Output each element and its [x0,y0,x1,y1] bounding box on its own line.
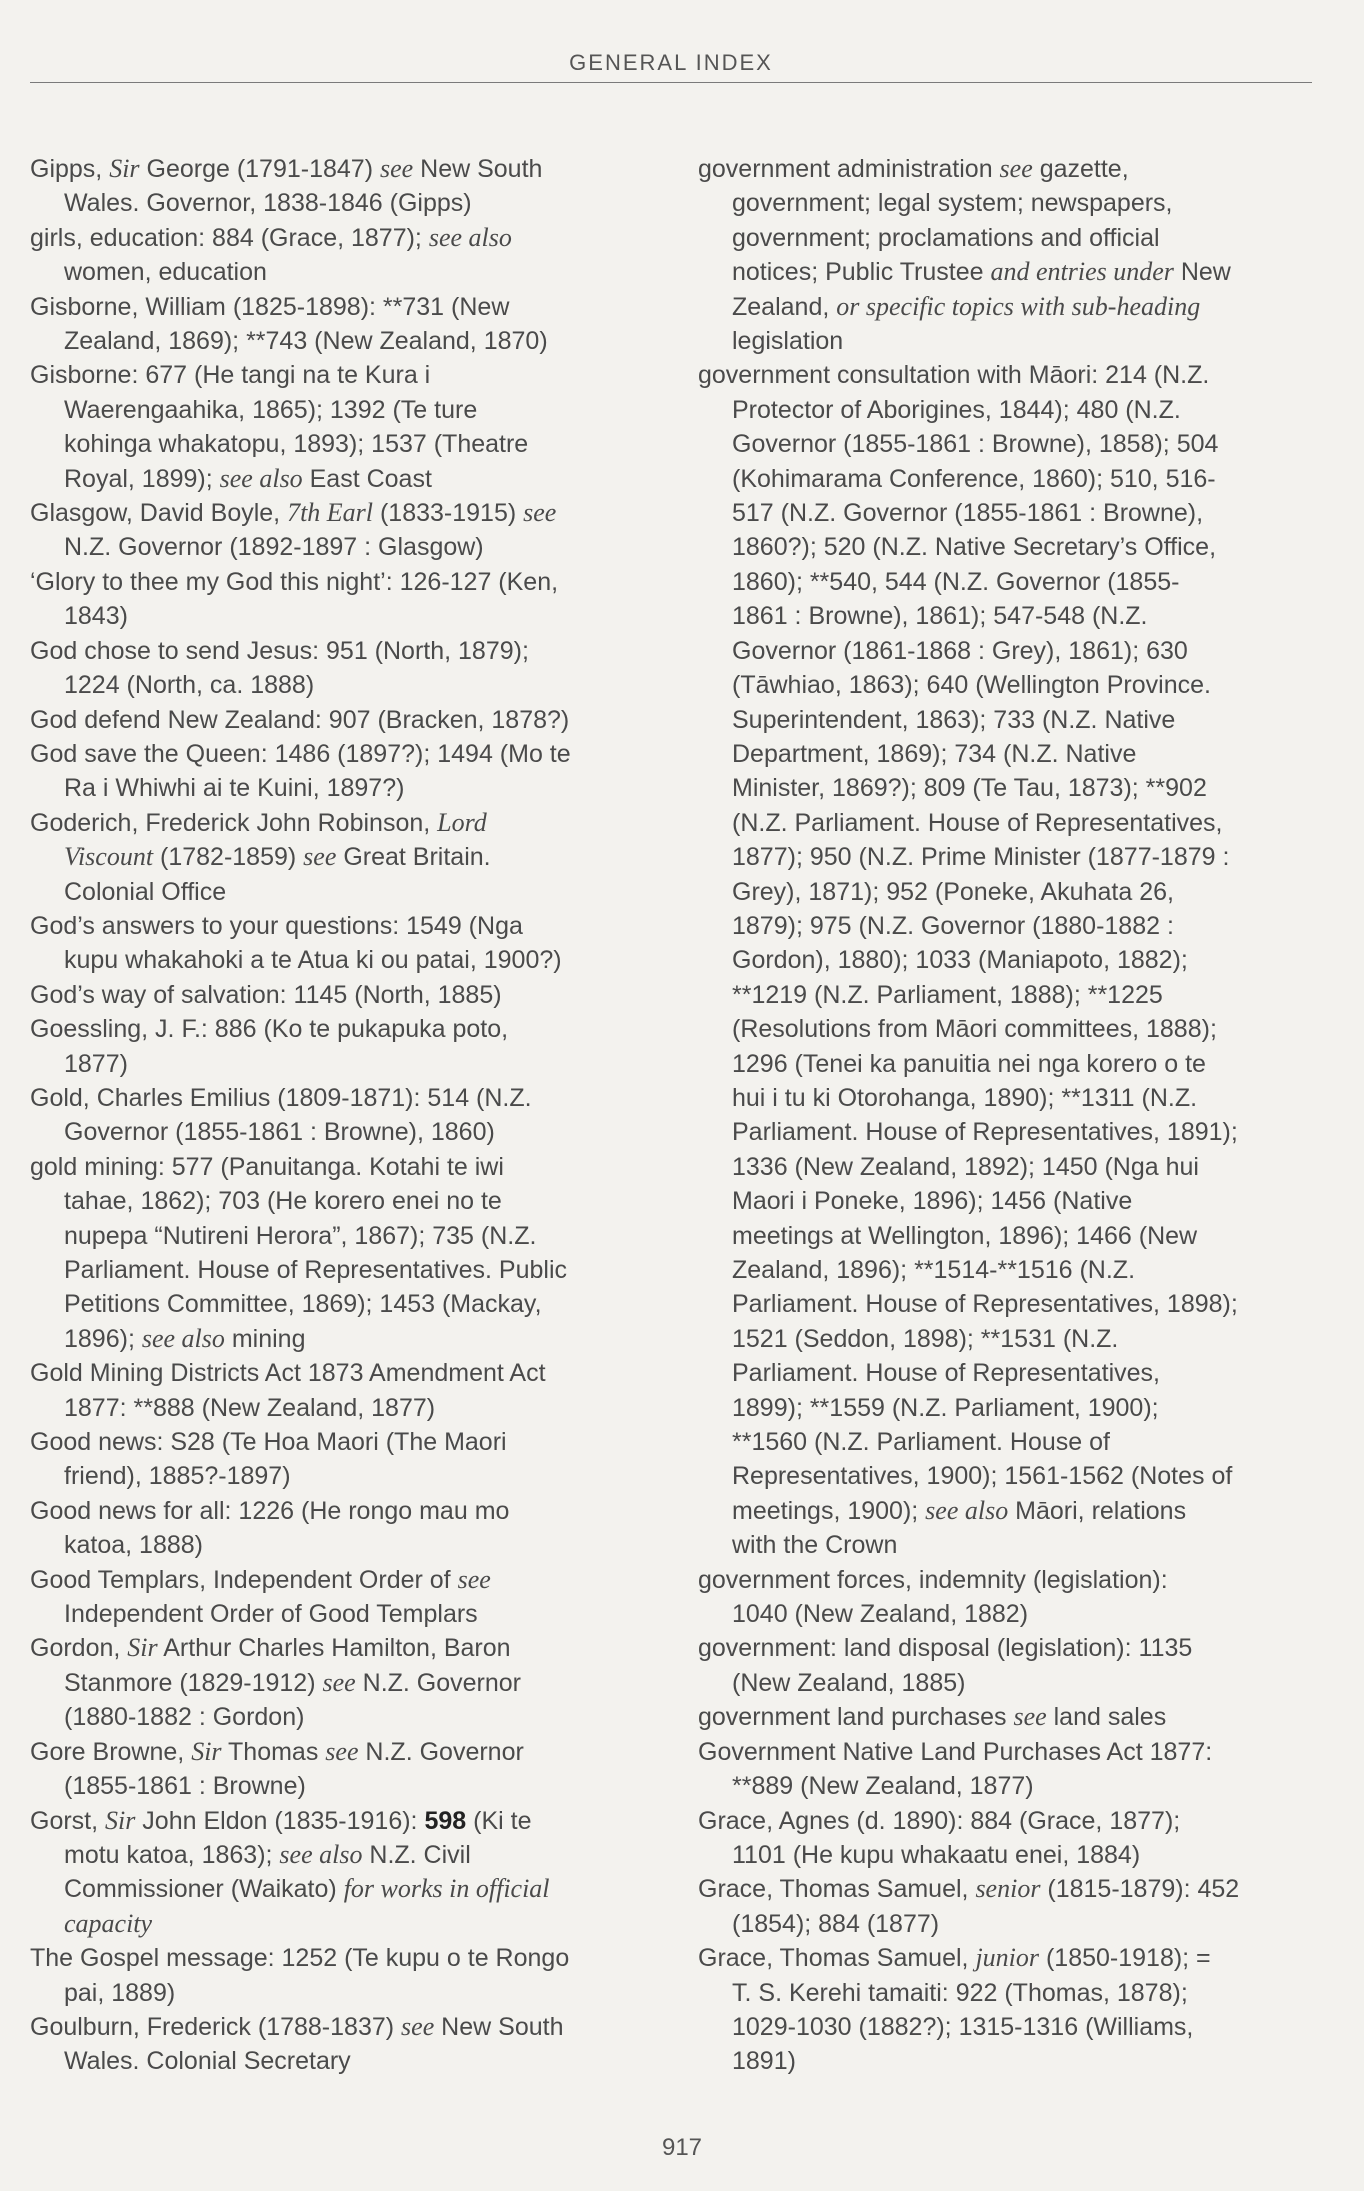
index-entry: Gold Mining Districts Act 1873 Amendment Act 1877: **888 (New Zealand, 1877) [30,1359,546,1422]
index-entry: Good Templars, Independent Order of see Independent Order of Good Templars [30,1564,491,1629]
index-entry: Good news: S28 (Te Hoa Maori (The Maori friend), 1885?-1897) [30,1428,507,1491]
index-entry: government land purchases see land sales [698,1702,1167,1732]
index-column-right [698,152,1298,2079]
index-entry: Government Native Land Purchases Act 1877: **889 (New Zealand, 1877) [698,1737,1213,1801]
index-entry: Gorst, Sir John Eldon (1835-1916): 598 (Ki te motu katoa, 1863); see also N.Z. Civil Commissioner (Waikato) for works in official capacity [30,1805,550,1938]
index-entry: Gipps, Sir George (1791-1847) see New South Wales. Governor, 1838-1846 (Gipps) [30,154,543,218]
index-entry: Goessling, J. F.: 886 (Ko te pukapuka poto, 1877) [30,1015,509,1078]
index-entry: gold mining: 577 (Panuitanga. Kotahi te iwi tahae, 1862); 703 (He korero enei no te nupepa “Nutireni Herora”, 1867); 735 (N.Z. Parliament. House of Representatives. Public Petitions Committee, 1869); 1453 (Mackay, 1896); see also mining [30,1152,568,1353]
page-number: 917 [661,2134,703,2161]
index-entry: ‘Glory to thee my God this night’: 126-127 (Ken, 1843) [30,567,559,631]
index-entry: Goderich, Frederick John Robinson, Lord Viscount (1782-1859) see Great Britain. Colonial Office [30,807,491,906]
index-entry: government consultation with Māori: 214 (N.Z. Protector of Aborigines, 1844); 480 (N.Z. Governor (1855-1861 : Browne), 1858); 504 (Kohimarama Conference, 1860); 510, 516- 517 (N.Z. Governor (1855-1861 : Browne), 1860?); 520 (N.Z. Native Secretary’s Office, 1860); **540, 544 (N.Z. Governor (1855- 1861 : Browne), 1861); 547-548 (N.Z. Governor (1861-1868 : Grey), 1861); 630 (Tāwhiao, 1863); 640 (Wellington Province. Superintendent, 1863); 733 (N.Z. Native Department, 1869); 734 (N.Z. Native Minister, 1869?); 809 (Te Tau, 1873); **902 (N.Z. Parliament. House of Representatives, 1877); 950 (N.Z. Prime Minister (1877-1879 : Grey), 1871); 952 (Poneke, Akuhata 26, 1879); 975 (N.Z. Governor (1880-1882 : Gordon), 1880); 1033 (Maniapoto, 1882); **1219 (N.Z. Parliament, 1888); **1225 (Resolutions from Māori committees, 1888); 1296 (Tenei ka panuitia nei nga korero o te hui i tu ki Otorohanga, 1890); **1311 (N.Z. Parliament. House of Representatives, 1891); 1336 (New Zealand, 1892); 1450 (Nga hui Maori i Poneke, 1896); 1456 (Native meetings at Wellington, 1896); 1466 (New Zealand, 1896); **1514-**1516 (N.Z. Parliament. House of Representatives, 1898); 1521 (Seddon, 1898); **1531 (N.Z. Parliament. House of Representatives, 1899); **1559 (N.Z. Parliament, 1900); **1560 (N.Z. Parliament. House of Representatives, 1900); 1561-1562 (Notes of meetings, 1900); see also Māori, relations with the Crown [698,361,1238,1560]
header-rule [30,82,1312,83]
index-entry: Grace, Agnes (d. 1890): 884 (Grace, 1877); 1101 (He kupu whakaatu enei, 1884) [698,1806,1181,1869]
index-entry: God’s way of salvation: 1145 (North, 1885) [30,980,502,1009]
index-entry: God’s answers to your questions: 1549 (Nga kupu whakahoki a te Atua ki ou patai, 1900?) [30,911,562,975]
index-entry: God save the Queen: 1486 (1897?); 1494 (Mo te Ra i Whiwhi ai te Kuini, 1897?) [30,739,571,803]
index-entry: The Gospel message: 1252 (Te kupu o te Rongo pai, 1889) [30,1944,570,2007]
index-entry: Gold, Charles Emilius (1809-1871): 514 (N.Z. Governor (1855-1861 : Browne), 1860) [30,1083,532,1147]
index-entry: Glasgow, David Boyle, 7th Earl (1833-1915) see N.Z. Governor (1892-1897 : Glasgow) [30,498,557,562]
index-entry: Gore Browne, Sir Thomas see N.Z. Governor (1855-1861 : Browne) [30,1736,524,1801]
index-entry: government: land disposal (legislation): 1135 (New Zealand, 1885) [698,1634,1193,1697]
index-entry: God chose to send Jesus: 951 (North, 1879); 1224 (North, ca. 1888) [30,636,529,700]
index-entry: government administration see gazette, government; legal system; newspapers, government; proclamations and official notices; Public Trustee and entries under New Zealand, or specific topics with sub-heading legislation [698,154,1231,356]
index-entry: Grace, Thomas Samuel, junior (1850-1918); = T. S. Kerehi tamaiti: 922 (Thomas, 1878); 1029-1030 (1882?); 1315-1316 (Williams, 1891) [698,1943,1211,2076]
index-entry: Gisborne: 677 (He tangi na te Kura i Waerengaahika, 1865); 1392 (Te ture kohinga whakatopu, 1893); 1537 (Theatre Royal, 1899); see also East Coast [30,361,529,493]
index-entry: Goulburn, Frederick (1788-1837) see New South Wales. Colonial Secretary [30,2011,564,2076]
index-entry: Good news for all: 1226 (He rongo mau mo katoa, 1888) [30,1496,510,1560]
index-column-left [30,152,630,2079]
running-header: GENERAL INDEX [569,50,773,75]
index-entry: girls, education: 884 (Grace, 1877); see also women, education [30,222,512,287]
index-entry: God defend New Zealand: 907 (Bracken, 1878?) [30,705,570,734]
index-entry: Gisborne, William (1825-1898): **731 (New Zealand, 1869); **743 (New Zealand, 1870) [30,292,548,356]
index-entry: Grace, Thomas Samuel, senior (1815-1879): 452 (1854); 884 (1877) [698,1874,1240,1938]
index-entry: Gordon, Sir Arthur Charles Hamilton, Baron Stanmore (1829-1912) see N.Z. Governor (1880-1882 : Gordon) [30,1633,522,1732]
index-entry: government forces, indemnity (legislation): 1040 (New Zealand, 1882) [698,1565,1168,1629]
